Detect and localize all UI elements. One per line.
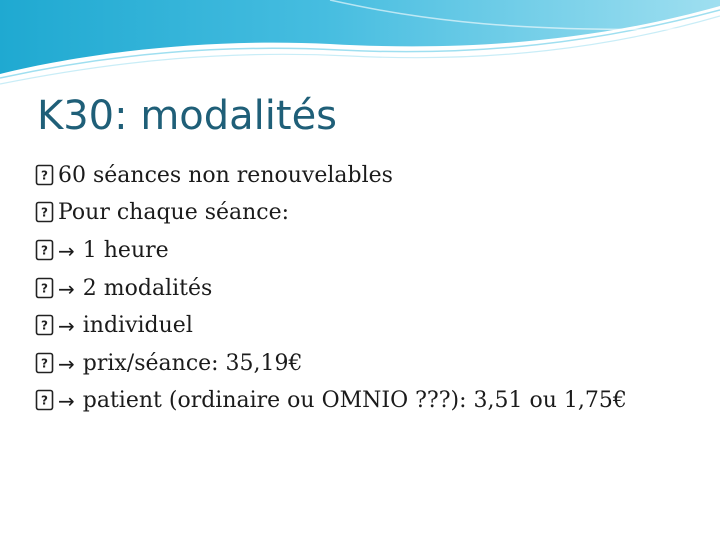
bullet-text: 1 heure — [82, 237, 169, 263]
missing-glyph-icon — [35, 389, 54, 411]
missing-glyph-icon — [35, 314, 54, 336]
right-arrow-icon: → — [58, 351, 75, 376]
bullet-item — [35, 383, 627, 421]
svg-text:?: ? — [41, 205, 48, 220]
right-arrow-icon: → — [58, 276, 75, 301]
right-arrow-icon: → — [58, 314, 75, 339]
bullet-text: 60 séances non renouvelables — [58, 162, 393, 188]
svg-text:?: ? — [41, 356, 48, 371]
svg-text:?: ? — [41, 168, 48, 183]
right-arrow-icon: → — [58, 238, 75, 263]
missing-glyph-icon — [35, 201, 54, 223]
bullet-item — [35, 307, 627, 345]
missing-glyph-icon — [35, 239, 54, 261]
missing-glyph-icon — [35, 164, 54, 186]
bullet-text: individuel — [82, 313, 193, 339]
missing-glyph-icon — [35, 352, 54, 374]
missing-glyph-icon — [35, 277, 54, 299]
bullet-text: 2 modalités — [82, 275, 213, 301]
bullet-item — [35, 270, 627, 308]
bullet-item — [35, 157, 627, 195]
svg-text:?: ? — [41, 281, 48, 296]
svg-text:?: ? — [41, 243, 48, 258]
bullet-list — [35, 157, 627, 420]
header-wave-band — [0, 0, 720, 74]
bullet-item — [35, 232, 627, 270]
bullet-text: patient (ordinaire ou OMNIO ???): 3,51 ou 1,75€ — [82, 388, 627, 414]
svg-text:?: ? — [41, 393, 48, 408]
bullet-item — [35, 345, 627, 383]
svg-text:?: ? — [41, 318, 48, 333]
bullet-item — [35, 195, 627, 233]
right-arrow-icon: → — [58, 389, 75, 414]
bullet-text: Pour chaque séance: — [58, 200, 290, 226]
slide-title: K30: modalités — [37, 93, 338, 139]
header-wave-decoration — [0, 0, 720, 90]
bullet-text: prix/séance: 35,19€ — [82, 350, 303, 376]
